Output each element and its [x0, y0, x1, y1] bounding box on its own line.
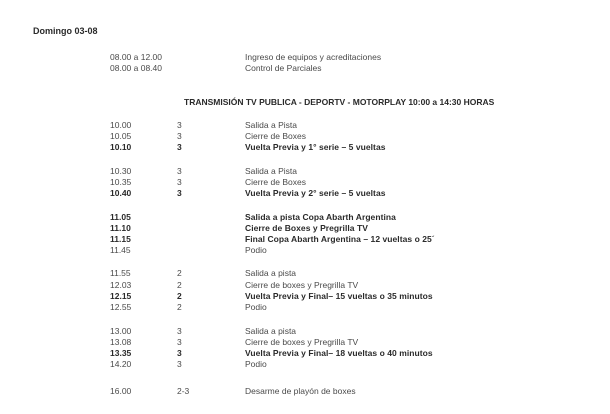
schedule-activity: Ingreso de equipos y acreditaciones — [245, 52, 382, 62]
schedule-category: 3 — [177, 120, 182, 130]
schedule-category: 3 — [177, 337, 182, 347]
schedule-category: 3 — [177, 188, 182, 198]
schedule-row — [0, 244, 610, 256]
schedule-time: 10.40 — [110, 188, 132, 198]
schedule-category: 3 — [177, 348, 182, 358]
schedule-category: 3 — [177, 177, 182, 187]
schedule-activity: Vuelta Previa y 1° serie – 5 vueltas — [245, 142, 386, 152]
schedule-time: 12.55 — [110, 302, 132, 312]
schedule-activity: Salida a pista Copa Abarth Argentina — [245, 212, 396, 222]
schedule-category: 2 — [177, 302, 182, 312]
schedule-category: 3 — [177, 142, 182, 152]
schedule-activity: Vuelta Previa y Final– 15 vueltas o 35 minutos — [245, 291, 433, 301]
schedule-activity: Podio — [245, 359, 267, 369]
schedule-time: 11.10 — [110, 223, 131, 233]
schedule-category: 3 — [177, 326, 182, 336]
schedule-row — [0, 187, 610, 199]
schedule-row — [0, 267, 610, 279]
schedule-activity: Cierre de boxes y Pregrilla TV — [245, 337, 359, 347]
schedule-activity: Cierre de Boxes — [245, 131, 306, 141]
schedule-activity: Salida a pista — [245, 268, 297, 278]
schedule-category: 2 — [177, 291, 182, 301]
schedule-row — [0, 358, 610, 370]
day-title: Domingo 03-08 — [33, 26, 98, 36]
schedule-time: 13.00 — [110, 326, 132, 336]
schedule-time: 16.00 — [110, 386, 132, 396]
schedule-row — [0, 141, 610, 153]
schedule-category: 2 — [177, 280, 182, 290]
schedule-category: 3 — [177, 359, 182, 369]
schedule-time: 08.00 a 12.00 — [110, 52, 162, 62]
schedule-activity: Cierre de Boxes — [245, 177, 306, 187]
schedule-activity: Podio — [245, 245, 267, 255]
schedule-time: 08.00 a 08.40 — [110, 63, 162, 73]
schedule-activity: Vuelta Previa y Final– 18 vueltas o 40 minutos — [245, 348, 433, 358]
schedule-time: 12.15 — [110, 291, 132, 301]
schedule-time: 13.35 — [110, 348, 132, 358]
schedule-row — [0, 62, 610, 74]
schedule-category: 3 — [177, 166, 182, 176]
schedule-time: 11.55 — [110, 268, 131, 278]
tv-broadcast-heading: TRANSMISIÓN TV PUBLICA - DEPORTV - MOTORPLAY 10:00 a 14:30 HORAS — [184, 97, 495, 107]
schedule-row — [0, 385, 610, 397]
schedule-time: 11.45 — [110, 245, 131, 255]
schedule-row — [0, 301, 610, 313]
schedule-category: 2 — [177, 268, 182, 278]
schedule-activity: Desarme de playón de boxes — [245, 386, 356, 396]
schedule-category: 3 — [177, 131, 182, 141]
schedule-time: 10.35 — [110, 177, 132, 187]
schedule-activity: Salida a pista — [245, 326, 297, 336]
schedule-time: 10.00 — [110, 120, 132, 130]
schedule-category: 2-3 — [177, 386, 190, 396]
schedule-time: 10.05 — [110, 131, 132, 141]
schedule-time: 11.05 — [110, 212, 131, 222]
schedule-time: 14.20 — [110, 359, 132, 369]
schedule-time: 11.15 — [110, 234, 131, 244]
schedule-activity: Final Copa Abarth Argentina – 12 vueltas o 25´ — [245, 234, 435, 244]
schedule-activity: Control de Parciales — [245, 63, 322, 73]
schedule-activity: Vuelta Previa y 2° serie – 5 vueltas — [245, 188, 386, 198]
schedule-time: 12.03 — [110, 280, 132, 290]
schedule-activity: Salida a Pista — [245, 166, 297, 176]
schedule-time: 10.10 — [110, 142, 132, 152]
schedule-activity: Cierre de Boxes y Pregrilla TV — [245, 223, 368, 233]
schedule-time: 10.30 — [110, 166, 132, 176]
schedule-time: 13.08 — [110, 337, 132, 347]
schedule-activity: Cierre de boxes y Pregrilla TV — [245, 280, 359, 290]
schedule-activity: Podio — [245, 302, 267, 312]
schedule-activity: Salida a Pista — [245, 120, 297, 130]
